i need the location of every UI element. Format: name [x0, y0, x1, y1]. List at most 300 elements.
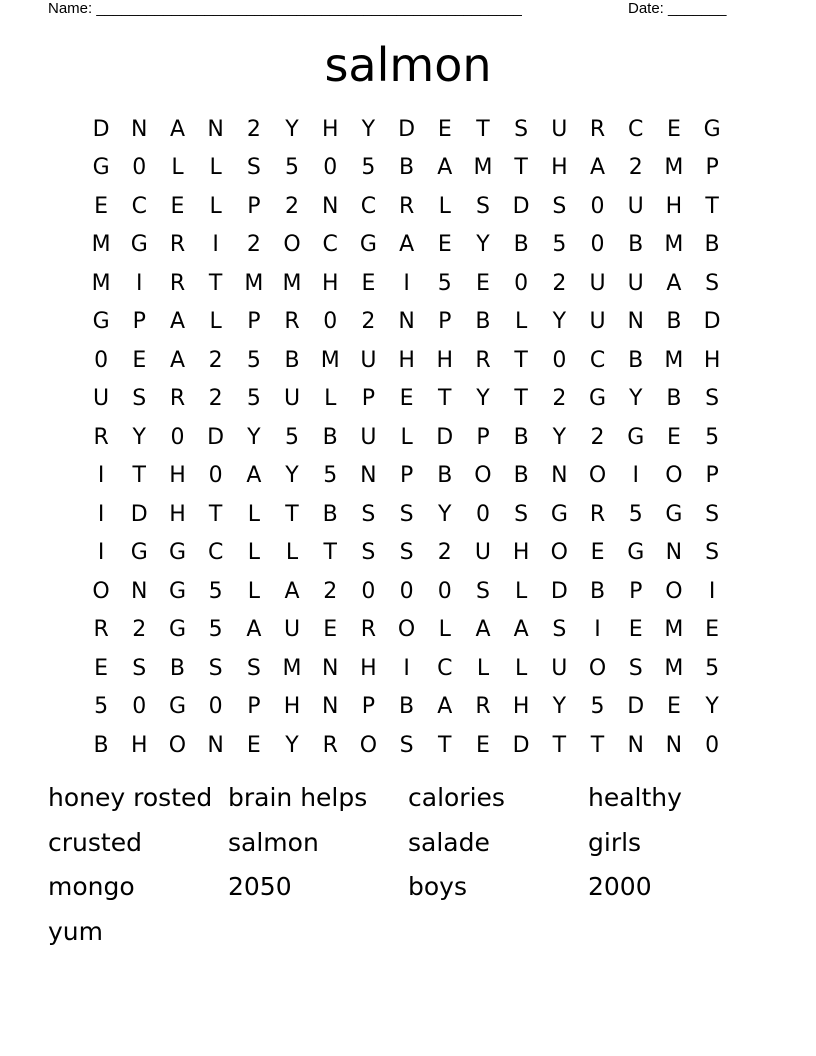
- grid-letter: P: [705, 155, 719, 181]
- grid-letter: D: [207, 424, 225, 450]
- grid-letter: A: [246, 617, 262, 643]
- grid-letter: 0: [132, 155, 147, 181]
- grid-letter: H: [131, 732, 148, 758]
- grid-letter: I: [97, 463, 105, 489]
- grid-letter: B: [704, 232, 720, 258]
- grid-letter: U: [589, 270, 606, 296]
- grid-letter: S: [705, 270, 720, 296]
- grid-letter: N: [321, 193, 339, 219]
- grid-letter: B: [437, 463, 453, 489]
- grid-letter: H: [436, 347, 454, 373]
- grid-letter: H: [703, 347, 721, 373]
- grid-letter: G: [550, 501, 568, 527]
- grid-row: [82, 688, 732, 727]
- grid-letter: U: [360, 424, 377, 450]
- grid-letter: S: [208, 655, 223, 681]
- grid-letter: O: [168, 732, 187, 758]
- grid-letter: N: [321, 694, 339, 720]
- grid-letter: U: [627, 193, 644, 219]
- grid-letter: D: [436, 424, 454, 450]
- grid-letter: Y: [552, 694, 567, 720]
- grid-letter: E: [94, 655, 109, 681]
- grid-letter: 0: [552, 347, 567, 373]
- grid-letter: S: [705, 501, 720, 527]
- grid-letter: 0: [208, 694, 223, 720]
- grid-letter: A: [590, 155, 606, 181]
- grid-letter: O: [665, 463, 683, 489]
- grid-letter: P: [132, 309, 146, 335]
- grid-letter: U: [360, 347, 377, 373]
- grid-letter: 5: [94, 694, 109, 720]
- grid-letter: B: [169, 655, 186, 681]
- grid-letter: A: [169, 116, 185, 142]
- grid-letter: R: [169, 270, 186, 296]
- word-list-item: 2050: [228, 872, 292, 902]
- grid-letter: S: [514, 116, 529, 142]
- grid-letter: Y: [285, 732, 299, 758]
- grid-letter: H: [321, 270, 339, 296]
- grid-letter: Y: [628, 386, 643, 412]
- grid-letter: R: [360, 617, 377, 643]
- grid-letter: R: [475, 347, 491, 373]
- grid-letter: U: [589, 309, 606, 335]
- grid-letter: O: [359, 732, 378, 758]
- grid-letter: I: [136, 270, 143, 296]
- grid-letter: T: [705, 193, 719, 219]
- grid-letter: N: [627, 309, 644, 335]
- grid-letter: G: [130, 232, 148, 258]
- grid-letter: H: [665, 193, 683, 219]
- grid-letter: A: [513, 617, 529, 643]
- grid-letter: G: [168, 540, 186, 566]
- grid-letter: M: [664, 232, 684, 258]
- word-list-item: salade: [408, 827, 490, 857]
- grid-row: [82, 380, 732, 419]
- header: [48, 0, 748, 20]
- grid-row: [82, 418, 732, 457]
- grid-letter: 5: [246, 347, 261, 373]
- grid-letter: B: [628, 347, 644, 373]
- grid-letter: 2: [246, 116, 261, 142]
- grid-letter: U: [283, 386, 301, 412]
- grid-letter: 5: [705, 424, 720, 450]
- grid-letter: C: [360, 193, 377, 219]
- grid-letter: E: [437, 116, 452, 142]
- grid-letter: Y: [476, 386, 490, 412]
- grid-letter: M: [244, 270, 264, 296]
- grid-letter: E: [132, 347, 147, 373]
- grid-letter: S: [552, 193, 567, 219]
- grid-letter: S: [552, 617, 567, 643]
- grid-letter: A: [284, 578, 300, 604]
- grid-letter: L: [285, 540, 299, 566]
- grid-letter: 0: [514, 270, 529, 296]
- grid-letter: 5: [246, 386, 261, 412]
- grid-letter: 5: [628, 501, 643, 527]
- grid-row: [82, 726, 732, 765]
- grid-letter: L: [438, 193, 451, 219]
- grid-letter: L: [171, 155, 184, 181]
- grid-letter: L: [247, 501, 260, 527]
- grid-letter: H: [169, 501, 186, 527]
- grid-letter: G: [665, 501, 683, 527]
- grid-letter: T: [514, 386, 528, 412]
- word-list-item: salmon: [228, 827, 319, 857]
- grid-letter: 2: [285, 193, 300, 219]
- grid-letter: T: [514, 155, 528, 181]
- grid-letter: 0: [170, 424, 185, 450]
- grid-letter: N: [131, 578, 148, 604]
- grid-letter: E: [437, 232, 452, 258]
- grid-letter: T: [323, 540, 337, 566]
- grid-letter: C: [589, 347, 606, 373]
- grid-letter: L: [209, 193, 222, 219]
- grid-letter: R: [93, 424, 109, 450]
- grid-letter: S: [132, 655, 147, 681]
- grid-letter: T: [552, 732, 567, 758]
- grid-letter: L: [515, 655, 528, 681]
- grid-letter: O: [665, 578, 683, 604]
- grid-letter: M: [664, 155, 684, 181]
- word-list-item: boys: [408, 872, 467, 902]
- grid-letter: S: [705, 386, 720, 412]
- grid-letter: M: [282, 270, 302, 296]
- grid-letter: G: [92, 155, 110, 181]
- grid-letter: R: [589, 116, 606, 142]
- grid-letter: A: [666, 270, 682, 296]
- grid-letter: B: [513, 463, 529, 489]
- grid-letter: 5: [552, 232, 567, 258]
- grid-letter: 0: [705, 732, 720, 758]
- grid-letter: C: [437, 655, 453, 681]
- grid-letter: O: [92, 578, 110, 604]
- grid-letter: D: [398, 116, 416, 142]
- grid-letter: G: [703, 116, 721, 142]
- grid-letter: 2: [361, 309, 376, 335]
- grid-row: [82, 495, 732, 534]
- date-field-label: Date: _______: [628, 0, 727, 17]
- grid-letter: 5: [208, 617, 223, 643]
- grid-letter: D: [512, 732, 530, 758]
- grid-letter: 2: [552, 386, 567, 412]
- grid-letter: O: [397, 617, 416, 643]
- grid-row: [82, 457, 732, 496]
- grid-letter: M: [282, 655, 302, 681]
- grid-letter: O: [474, 463, 492, 489]
- grid-letter: M: [664, 347, 684, 373]
- grid-letter: 2: [552, 270, 567, 296]
- grid-letter: G: [168, 617, 186, 643]
- grid-letter: I: [594, 617, 601, 643]
- grid-letter: U: [474, 540, 492, 566]
- grid-letter: I: [403, 655, 410, 681]
- word-list-item: yum: [48, 917, 103, 947]
- grid-letter: N: [627, 732, 644, 758]
- grid-letter: L: [247, 540, 260, 566]
- grid-letter: C: [131, 193, 147, 219]
- grid-letter: I: [212, 232, 219, 258]
- grid-letter: N: [398, 309, 415, 335]
- grid-letter: B: [513, 232, 529, 258]
- page-title: salmon: [324, 38, 492, 92]
- grid-letter: G: [627, 540, 645, 566]
- grid-letter: S: [246, 155, 261, 181]
- grid-letter: R: [284, 309, 300, 335]
- grid-letter: L: [438, 617, 451, 643]
- grid-letter: C: [207, 540, 224, 566]
- grid-letter: T: [476, 116, 490, 142]
- grid-letter: G: [627, 424, 645, 450]
- grid-letter: U: [93, 386, 110, 412]
- grid-letter: T: [132, 463, 146, 489]
- grid-letter: T: [438, 386, 452, 412]
- grid-letter: M: [664, 655, 684, 681]
- grid-letter: 5: [323, 463, 338, 489]
- grid-letter: D: [92, 116, 110, 142]
- grid-letter: L: [247, 578, 260, 604]
- grid-letter: 0: [94, 347, 109, 373]
- grid-letter: B: [666, 309, 682, 335]
- grid-letter: Y: [285, 116, 299, 142]
- grid-letter: S: [399, 501, 414, 527]
- grid-letter: D: [550, 578, 568, 604]
- grid-letter: Y: [552, 309, 567, 335]
- grid-letter: D: [703, 309, 721, 335]
- grid-row: [82, 572, 732, 611]
- grid-letter: 0: [132, 694, 147, 720]
- grid-letter: I: [97, 501, 105, 527]
- grid-letter: A: [246, 463, 262, 489]
- grid-letter: E: [628, 617, 643, 643]
- grid-letter: S: [475, 578, 490, 604]
- grid-letter: O: [588, 655, 607, 681]
- grid-letter: S: [399, 732, 414, 758]
- grid-letter: N: [665, 732, 683, 758]
- grid-letter: E: [666, 116, 681, 142]
- grid-letter: U: [283, 617, 301, 643]
- grid-letter: P: [361, 694, 376, 720]
- grid-letter: E: [399, 386, 414, 412]
- grid-letter: G: [168, 578, 186, 604]
- grid-letter: B: [399, 155, 415, 181]
- grid-letter: E: [246, 732, 261, 758]
- grid-letter: C: [628, 116, 644, 142]
- grid-letter: R: [398, 193, 415, 219]
- grid-letter: D: [627, 694, 645, 720]
- grid-letter: T: [514, 347, 528, 373]
- grid-letter: G: [359, 232, 377, 258]
- grid-letter: Y: [476, 232, 490, 258]
- grid-letter: 0: [361, 578, 376, 604]
- grid-letter: H: [321, 116, 339, 142]
- grid-letter: M: [320, 347, 340, 373]
- grid-letter: E: [361, 270, 376, 296]
- grid-letter: E: [666, 694, 681, 720]
- grid-letter: C: [322, 232, 338, 258]
- grid-letter: A: [399, 232, 415, 258]
- grid-letter: Y: [552, 424, 567, 450]
- grid-letter: E: [323, 617, 338, 643]
- grid-row: [82, 110, 732, 149]
- grid-letter: O: [588, 463, 607, 489]
- grid-letter: 2: [590, 424, 605, 450]
- grid-letter: N: [321, 655, 339, 681]
- grid-letter: G: [168, 694, 186, 720]
- grid-letter: Y: [361, 116, 376, 142]
- grid-row: [82, 611, 732, 650]
- grid-letter: E: [590, 540, 605, 566]
- grid-letter: 0: [437, 578, 452, 604]
- grid-letter: G: [130, 540, 148, 566]
- grid-letter: P: [476, 424, 490, 450]
- grid-letter: L: [324, 386, 337, 412]
- grid-letter: Y: [438, 501, 452, 527]
- grid-letter: A: [437, 155, 453, 181]
- grid-letter: T: [438, 732, 452, 758]
- grid-letter: T: [590, 732, 605, 758]
- grid-letter: L: [400, 424, 413, 450]
- grid-letter: M: [91, 270, 111, 296]
- grid-letter: R: [322, 732, 338, 758]
- grid-letter: 5: [285, 155, 300, 181]
- grid-letter: S: [514, 501, 529, 527]
- grid-letter: B: [666, 386, 682, 412]
- grid-letter: 2: [208, 347, 223, 373]
- grid-letter: S: [705, 540, 720, 566]
- grid-letter: I: [632, 463, 639, 489]
- grid-letter: T: [208, 270, 223, 296]
- grid-letter: S: [132, 386, 147, 412]
- grid-row: [82, 534, 732, 573]
- grid-letter: B: [322, 424, 338, 450]
- grid-letter: U: [551, 116, 568, 142]
- grid-letter: Y: [705, 694, 719, 720]
- word-list-item: healthy: [588, 783, 682, 812]
- grid-letter: T: [285, 501, 299, 527]
- grid-letter: 5: [437, 270, 452, 296]
- word-list-item: crusted: [48, 827, 142, 857]
- grid-letter: P: [247, 193, 261, 219]
- grid-letter: P: [705, 463, 719, 489]
- grid-row: [82, 341, 732, 380]
- grid-letter: S: [628, 655, 643, 681]
- grid-letter: 5: [361, 155, 376, 181]
- grid-letter: R: [169, 232, 186, 258]
- word-list-item: 2000: [588, 872, 652, 902]
- grid-letter: P: [629, 578, 643, 604]
- grid-letter: P: [399, 463, 414, 489]
- grid-letter: H: [551, 155, 568, 181]
- grid-letter: B: [284, 347, 300, 373]
- grid-letter: N: [207, 116, 224, 142]
- grid-letter: B: [322, 501, 338, 527]
- grid-letter: S: [361, 540, 376, 566]
- grid-letter: M: [473, 155, 493, 181]
- grid-letter: N: [551, 463, 568, 489]
- grid-letter: 0: [323, 155, 338, 181]
- grid-letter: E: [476, 270, 490, 296]
- grid-letter: U: [551, 655, 568, 681]
- grid-letter: D: [512, 193, 530, 219]
- grid-letter: 0: [590, 193, 605, 219]
- letter-grid: [82, 110, 732, 765]
- grid-letter: L: [515, 309, 528, 335]
- grid-letter: Y: [285, 463, 299, 489]
- grid-letter: O: [550, 540, 568, 566]
- grid-letter: A: [475, 617, 491, 643]
- word-list-item: brain helps: [228, 783, 368, 812]
- grid-letter: H: [398, 347, 415, 373]
- grid-letter: A: [169, 347, 185, 373]
- grid-letter: H: [283, 694, 301, 720]
- grid-letter: 2: [437, 540, 452, 566]
- grid-letter: A: [169, 309, 185, 335]
- grid-letter: 5: [590, 694, 605, 720]
- grid-letter: M: [664, 617, 684, 643]
- grid-letter: L: [515, 578, 528, 604]
- word-list-item: honey rosted: [48, 783, 213, 812]
- grid-letter: E: [94, 193, 109, 219]
- grid-letter: B: [628, 232, 644, 258]
- grid-letter: I: [708, 578, 716, 604]
- grid-row: [82, 303, 732, 342]
- grid-letter: S: [399, 540, 414, 566]
- grid-letter: B: [475, 309, 491, 335]
- grid-letter: A: [437, 694, 453, 720]
- grid-letter: 2: [323, 578, 338, 604]
- grid-letter: N: [207, 732, 224, 758]
- grid-letter: L: [209, 309, 222, 335]
- grid-letter: 0: [475, 501, 490, 527]
- grid-row: [82, 187, 732, 226]
- grid-letter: H: [169, 463, 186, 489]
- grid-letter: D: [130, 501, 148, 527]
- grid-letter: 2: [132, 617, 147, 643]
- grid-row: [82, 649, 732, 688]
- word-list-item: girls: [588, 827, 642, 857]
- grid-letter: 2: [208, 386, 223, 412]
- grid-letter: O: [283, 232, 301, 258]
- grid-letter: R: [93, 617, 109, 643]
- grid-letter: I: [97, 540, 105, 566]
- grid-letter: 0: [208, 463, 223, 489]
- grid-letter: E: [666, 424, 681, 450]
- grid-letter: S: [246, 655, 261, 681]
- grid-letter: T: [208, 501, 223, 527]
- grid-letter: P: [438, 309, 452, 335]
- grid-letter: 5: [285, 424, 300, 450]
- grid-row: [82, 226, 732, 265]
- grid-row: [82, 264, 732, 303]
- grid-letter: 0: [590, 232, 605, 258]
- grid-letter: Y: [132, 424, 146, 450]
- grid-letter: S: [361, 501, 376, 527]
- grid-letter: P: [247, 309, 261, 335]
- grid-letter: E: [705, 617, 720, 643]
- grid-letter: 2: [246, 232, 261, 258]
- grid-letter: R: [475, 694, 491, 720]
- name-field-label: Name: ___________________________________________________: [48, 0, 522, 17]
- grid-letter: L: [476, 655, 490, 681]
- grid-letter: H: [512, 694, 530, 720]
- word-list: [48, 780, 768, 959]
- grid-letter: E: [170, 193, 185, 219]
- grid-letter: B: [589, 578, 606, 604]
- grid-letter: B: [399, 694, 415, 720]
- grid-letter: L: [209, 155, 222, 181]
- grid-letter: Y: [247, 424, 261, 450]
- grid-letter: G: [589, 386, 607, 412]
